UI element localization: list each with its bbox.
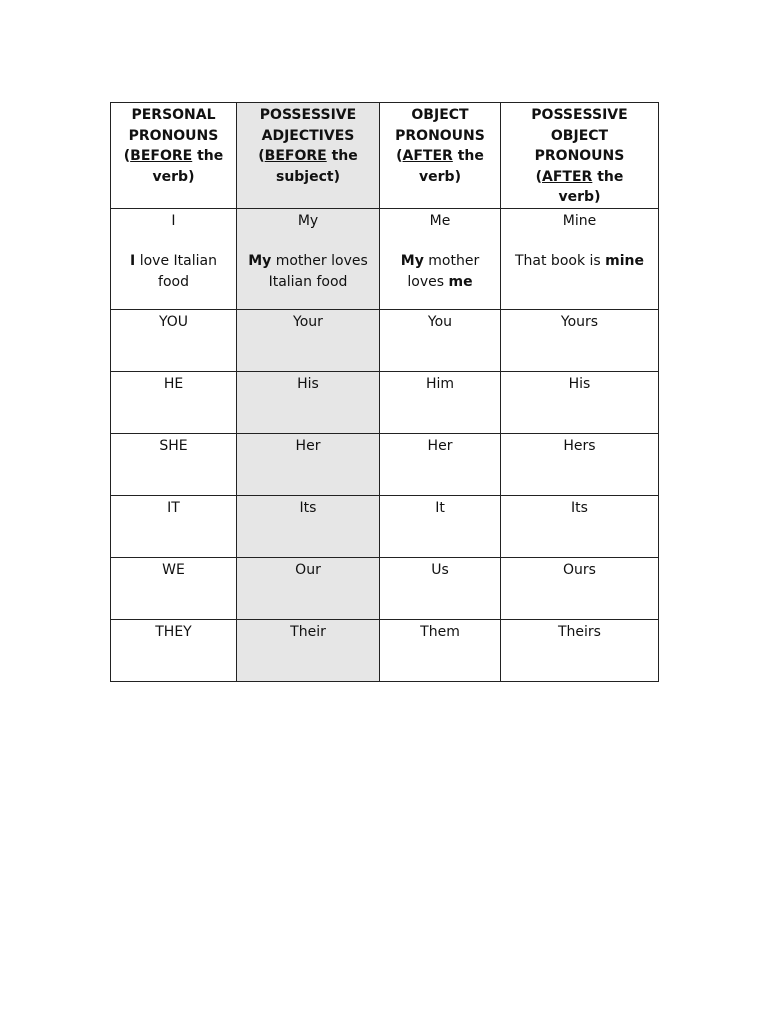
example-bold: I — [130, 253, 136, 269]
example-bold: mine — [605, 253, 644, 269]
header-line: verb) — [152, 168, 195, 185]
header-paren: ( — [396, 148, 403, 164]
pronoun-word: I — [171, 212, 176, 229]
cell-possessive-adjective: Our — [237, 557, 380, 619]
header-line: PRONOUNS — [534, 148, 625, 164]
table-row — [111, 619, 659, 681]
header-line: PRONOUNS — [395, 127, 485, 144]
cell-personal — [111, 208, 237, 309]
table-row — [111, 557, 659, 619]
table-row — [111, 309, 659, 371]
header-line: ADJECTIVES — [261, 127, 355, 144]
cell-object-pronoun: Them — [380, 619, 501, 681]
header-possessive-adjectives — [237, 103, 380, 209]
pronoun-word: Me — [429, 212, 451, 229]
header-line: POSSESSIVE — [259, 107, 357, 123]
cell-possessive-adjective: His — [237, 371, 380, 433]
table-row — [111, 208, 659, 309]
header-line: POSSESSIVE — [531, 107, 628, 123]
example-text: That book is — [514, 253, 606, 269]
header-paren: ( — [258, 148, 265, 164]
header-underlined-word: AFTER — [402, 148, 453, 164]
header-paren: ( — [123, 148, 131, 164]
header-paren: ( — [535, 168, 543, 185]
cell-personal: WE — [111, 557, 237, 619]
cell-possessive-adjective: Your — [237, 309, 380, 371]
cell-object-pronoun: You — [380, 309, 501, 371]
header-underlined-word: BEFORE — [264, 148, 327, 164]
example-bold: My — [248, 253, 272, 269]
pronoun-word: My — [297, 212, 319, 229]
cell-possessive-adjective: Its — [237, 495, 380, 557]
pronoun-word: Mine — [562, 212, 597, 229]
table-row — [111, 371, 659, 433]
cell-object-pronoun: It — [380, 495, 501, 557]
header-line: PRONOUNS — [128, 127, 219, 144]
cell-object-pronoun: Him — [380, 371, 501, 433]
cell-possessive-adjective: Her — [237, 433, 380, 495]
example-text: mother loves — [407, 253, 480, 290]
table-row — [111, 433, 659, 495]
cell-object-pronoun — [380, 208, 501, 309]
cell-possessive-adjective: Their — [237, 619, 380, 681]
header-line: subject) — [275, 168, 340, 185]
cell-possessive-object-pronoun — [501, 208, 659, 309]
header-line: the — [326, 148, 358, 164]
header-underlined-word: BEFORE — [130, 148, 193, 164]
cell-personal: THEY — [111, 619, 237, 681]
header-line: verb) — [558, 189, 601, 205]
header-line: verb) — [419, 168, 461, 185]
header-personal-pronouns — [111, 103, 237, 209]
header-underlined-word: AFTER — [542, 168, 593, 185]
cell-personal: IT — [111, 495, 237, 557]
cell-personal: HE — [111, 371, 237, 433]
cell-personal: SHE — [111, 433, 237, 495]
example-bold: My — [400, 253, 424, 269]
table-row — [111, 495, 659, 557]
header-line: OBJECT — [550, 127, 609, 144]
example-text: mother loves Italian food — [268, 253, 368, 290]
cell-possessive-object-pronoun: Theirs — [501, 619, 659, 681]
cell-possessive-object-pronoun: Yours — [501, 309, 659, 371]
cell-possessive-object-pronoun: His — [501, 371, 659, 433]
header-possessive-object-pronouns — [501, 103, 659, 209]
pronoun-table — [110, 102, 659, 682]
header-row — [111, 103, 659, 209]
header-line: PERSONAL — [131, 107, 216, 123]
example-bold: me — [448, 273, 473, 290]
header-object-pronouns — [380, 103, 501, 209]
header-line: the — [592, 168, 624, 185]
cell-possessive-adjective — [237, 208, 380, 309]
cell-possessive-object-pronoun: Ours — [501, 557, 659, 619]
cell-possessive-object-pronoun: Its — [501, 495, 659, 557]
cell-object-pronoun: Her — [380, 433, 501, 495]
cell-possessive-object-pronoun: Hers — [501, 433, 659, 495]
header-line: the — [452, 148, 484, 164]
cell-object-pronoun: Us — [380, 557, 501, 619]
header-line: the — [192, 148, 224, 164]
header-line: OBJECT — [411, 107, 469, 123]
cell-personal: YOU — [111, 309, 237, 371]
example-text: love Italian food — [135, 253, 217, 290]
